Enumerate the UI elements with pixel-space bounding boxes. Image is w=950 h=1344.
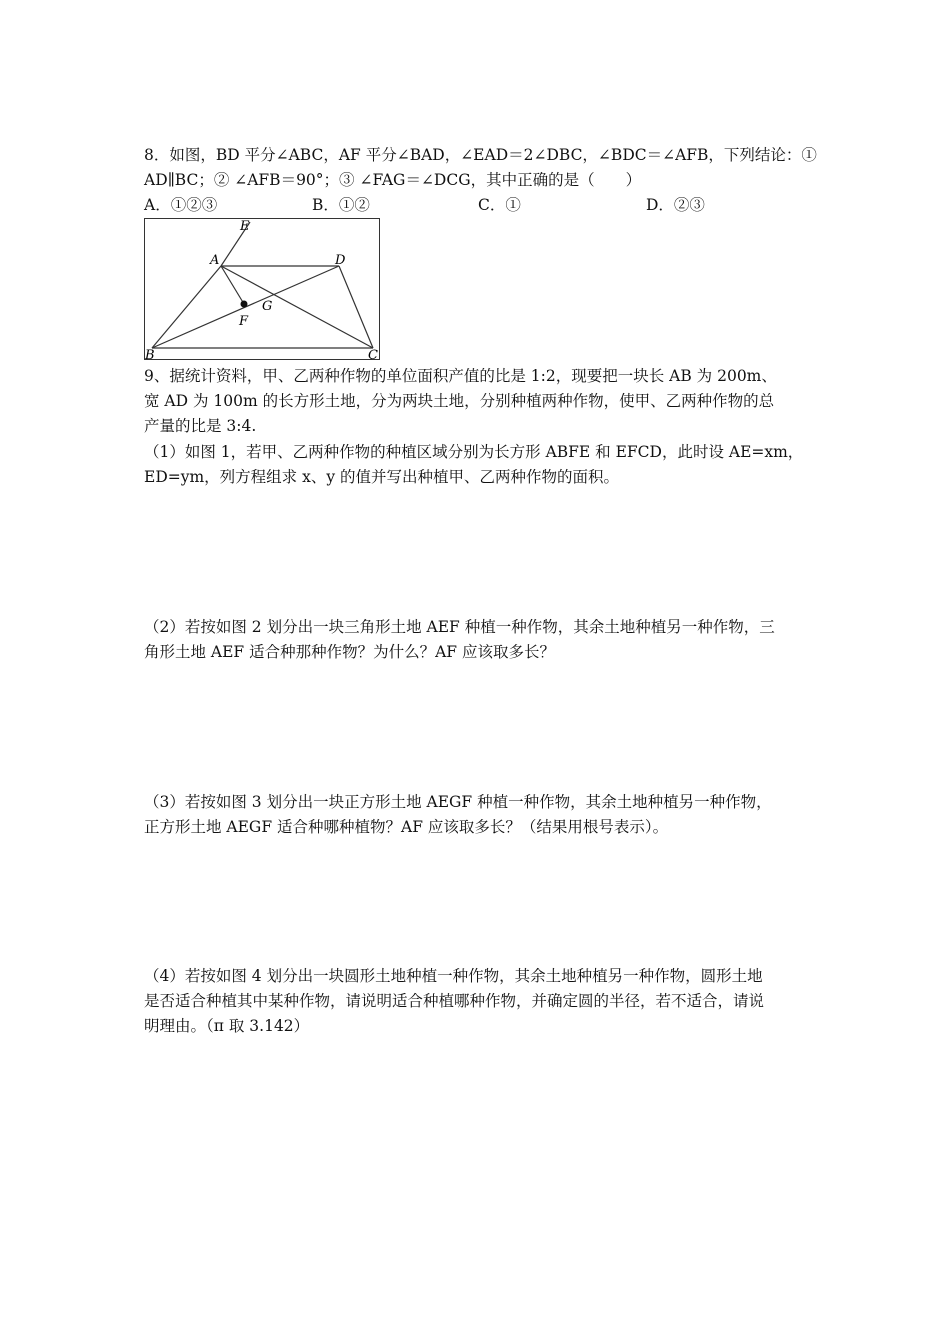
q9-part1-line-2: ED=ym，列方程组求 x、y 的值并写出种植甲、乙两种作物的面积。 (144, 468, 620, 486)
q8-option-c: C．① (478, 196, 521, 214)
q8-stem-line-2: AD∥BC；② ∠AFB＝90°；③ ∠FAG＝∠DCG，其中正确的是（ ） (144, 171, 642, 189)
label-e: E (240, 219, 250, 234)
label-f: F (239, 314, 249, 329)
q9-part3-line-1: （3）若按如图 3 划分出一块正方形土地 AEGF 种植一种作物，其余土地种植另一种作物， (144, 793, 772, 811)
q9-part2-line-2: 角形土地 AEF 适合种那种作物？为什么？AF 应该取多长？ (144, 643, 555, 661)
q8-geometry-figure (144, 218, 380, 360)
q8-option-b: B．①② (312, 196, 370, 214)
segment-ab (152, 266, 221, 348)
q9-part3-line-2: 正方形土地 AEGF 适合种哪种植物？AF 应该取多长？（结果用根号表示）。 (144, 818, 669, 836)
q9-part4-line-2: 是否适合种植其中某种作物，请说明适合种植哪种作物，并确定圆的半径，若不适合，请说 (144, 992, 765, 1010)
q9-intro-line-2: 宽 AD 为 100m 的长方形土地，分为两块土地，分别种植两种作物，使甲、乙两种作物的总 (144, 392, 775, 410)
label-d: D (335, 253, 346, 268)
point-f (241, 301, 248, 308)
q9-part4-line-1: （4）若按如图 4 划分出一块圆形土地种植一种作物，其余土地种植另一种作物，圆形土地 (144, 967, 763, 985)
q9-intro-line-1: 9、据统计资料，甲、乙两种作物的单位面积产值的比是 1:2，现要把一块长 AB 为 200m、 (144, 367, 777, 385)
label-g: G (262, 299, 273, 314)
q8-option-a: A．①②③ (144, 196, 218, 214)
label-a: A (210, 253, 220, 268)
label-b: B (145, 348, 155, 360)
segment-dc (339, 266, 373, 348)
q8-stem-line-1: 8．如图，BD 平分∠ABC，AF 平分∠BAD，∠EAD＝2∠DBC，∠BDC＝∠AFB，下列结论：① (144, 146, 817, 164)
q9-part1-line-1: （1）如图 1，若甲、乙两种作物的种植区域分别为长方形 ABFE 和 EFCD，此时设 AE=xm， (144, 443, 804, 461)
q9-part2-line-1: （2）若按如图 2 划分出一块三角形土地 AEF 种植一种作物，其余土地种植另一种作物，三 (144, 618, 775, 636)
q8-figure-svg (144, 218, 380, 360)
label-c: C (368, 348, 378, 360)
q8-option-d: D．②③ (646, 196, 705, 214)
q9-intro-line-3: 产量的比是 3:4. (144, 417, 257, 435)
figure-frame (145, 219, 380, 360)
q9-part4-line-3: 明理由。（π 取 3.142） (144, 1017, 310, 1035)
